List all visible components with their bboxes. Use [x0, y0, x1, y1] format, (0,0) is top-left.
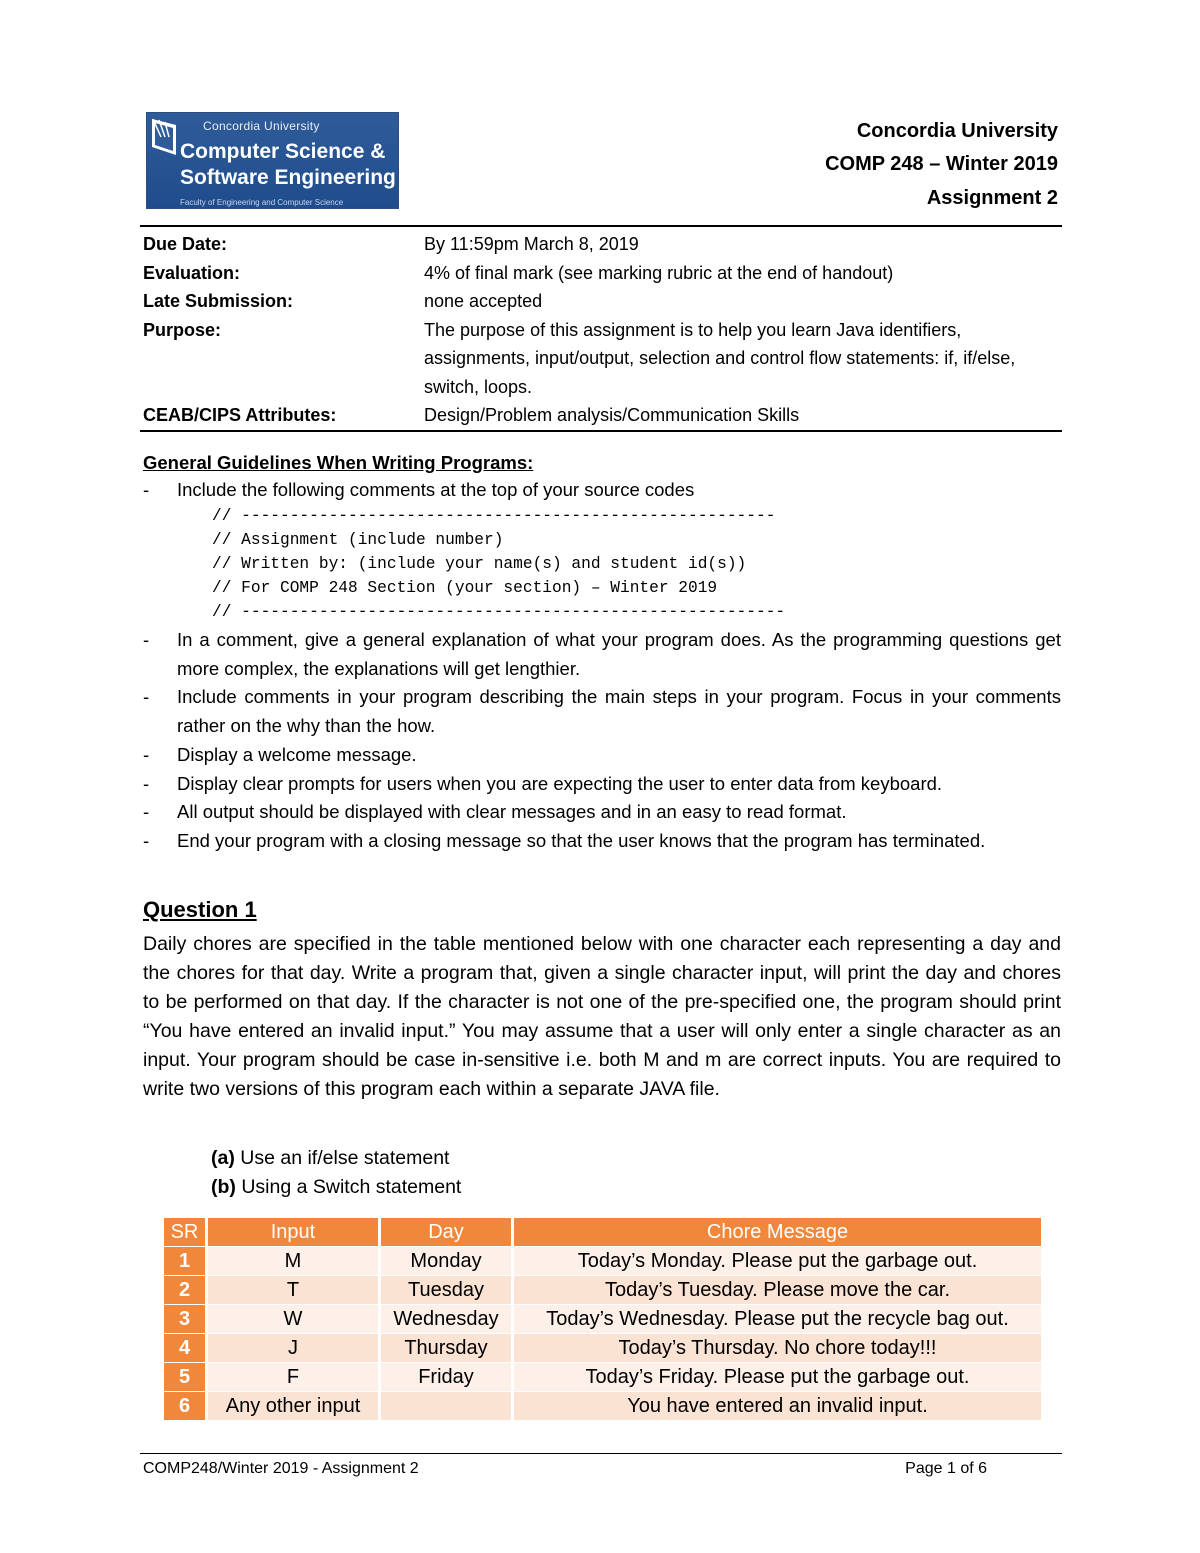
logo-line-2: Software Engineering — [180, 166, 396, 189]
table-cell-chore: Today’s Friday. Please put the garbage out. — [514, 1363, 1041, 1391]
table-cell-day: Thursday — [381, 1334, 511, 1362]
table-cell-input: W — [208, 1305, 378, 1333]
comment-template-code — [212, 504, 785, 624]
question-text: Daily chores are specified in the table mentioned below with one character each representing a day and the chores for that day. Write a program that, given a single character input, will print the day and chores to be performed on that day. If the character is not one of the pre-specified one, the program should print “You have entered an invalid input.” You may assume that a user will only enter a single character as an input. Your program should be case in-sensitive i.e. both M and m are correct inputs. You are required to write two versions of this program each within a separate JAVA file. — [143, 933, 1061, 1100]
table-cell-sr: 2 — [164, 1276, 205, 1304]
table-cell-day: Friday — [381, 1363, 511, 1391]
question-title: Question 1 — [143, 897, 257, 922]
table-row — [164, 1392, 1041, 1420]
info-label: Evaluation: — [143, 262, 241, 283]
code-line: // -------------------------------------------------------- — [212, 603, 786, 621]
footer-page-number: Page 1 of 6 — [905, 1460, 987, 1477]
logo-emblem-icon — [151, 117, 177, 157]
table-cell-day: Monday — [381, 1247, 511, 1275]
list-dash: - — [143, 686, 150, 708]
guidelines-title: General Guidelines When Writing Programs: — [143, 452, 534, 473]
info-row-late — [143, 287, 1061, 316]
table-cell-input: J — [208, 1334, 378, 1362]
column-header-day: Day — [381, 1218, 511, 1246]
info-row-ceab — [143, 401, 1061, 430]
table-row — [164, 1247, 1041, 1275]
list-item-text: Display clear prompts for users when you are expecting the user to enter data from keyboard. — [177, 772, 943, 794]
table-cell-day — [381, 1392, 511, 1420]
table-cell-chore: Today’s Thursday. No chore today!!! — [514, 1334, 1041, 1362]
info-divider — [140, 430, 1062, 432]
info-label: CEAB/CIPS Attributes: — [143, 405, 337, 425]
list-item-text: In a comment, give a general explanation of what your program does. As the programming questions get more complex, the explanations will get lengthier. — [177, 629, 1061, 679]
list-dash: - — [143, 629, 150, 650]
info-value: The purpose of this assignment is to help you learn Java identifiers, assignments, input/output, selection and control flow statements: if, if/else, switch, loops. — [424, 319, 1016, 397]
question-options — [211, 1144, 461, 1202]
list-item — [143, 741, 1061, 770]
option-label: (b) — [211, 1176, 236, 1198]
column-header-chore: Chore Message — [514, 1218, 1041, 1246]
header-university: Concordia University — [856, 120, 1058, 142]
table-cell-input: T — [208, 1276, 378, 1304]
table-cell-chore: You have entered an invalid input. — [514, 1392, 1041, 1420]
code-line: // For COMP 248 Section (your section) – Winter 2019 — [212, 579, 718, 597]
list-item-text: Include the following comments at the top of your source codes — [177, 479, 695, 500]
table-cell-input: F — [208, 1363, 378, 1391]
code-line: // Written by: (include your name(s) and student id(s)) — [212, 555, 747, 573]
info-label: Late Submission: — [143, 291, 294, 311]
logo-line-1: Computer Science & — [180, 140, 386, 163]
table-cell-day: Wednesday — [381, 1305, 511, 1333]
table-cell-sr: 4 — [164, 1334, 205, 1362]
column-header-input: Input — [208, 1218, 378, 1246]
list-item-text: Display a welcome message. — [177, 743, 417, 765]
list-item — [143, 770, 1061, 799]
guidelines-list-top — [143, 476, 1061, 505]
table-row — [164, 1305, 1041, 1333]
logo-faculty-text: Faculty of Engineering and Computer Science — [180, 198, 344, 207]
list-item — [143, 798, 1061, 827]
info-row-due — [143, 230, 1061, 259]
list-item — [143, 827, 1061, 856]
header-divider — [140, 225, 1062, 227]
list-dash: - — [143, 479, 150, 500]
list-item-text: Include comments in your program describing the main steps in your program. Focus in your comments rather on the why than the how. — [177, 686, 1061, 737]
list-dash: - — [143, 743, 150, 765]
list-dash: - — [143, 801, 150, 823]
table-cell-input: M — [208, 1247, 378, 1275]
list-dash: - — [143, 829, 150, 851]
option-a — [211, 1144, 461, 1173]
table-cell-day: Tuesday — [381, 1276, 511, 1304]
info-label: Purpose: — [143, 319, 222, 340]
chores-table — [161, 1217, 1044, 1421]
info-row-purpose — [143, 316, 1061, 402]
university-logo — [146, 112, 399, 209]
info-value: Design/Problem analysis/Communication Skills — [424, 405, 800, 425]
table-cell-sr: 5 — [164, 1363, 205, 1391]
list-item — [143, 626, 1061, 683]
list-item-text: All output should be displayed with clear messages and in an easy to read format. — [177, 801, 847, 823]
info-label: Due Date: — [143, 234, 228, 254]
column-header-sr: SR — [164, 1218, 205, 1246]
code-line: // Assignment (include number) — [212, 531, 504, 549]
footer-divider — [140, 1453, 1062, 1454]
list-dash: - — [143, 772, 150, 794]
table-header-row — [164, 1218, 1041, 1246]
logo-university-text: Concordia University — [203, 119, 320, 133]
table-cell-chore: Today’s Tuesday. Please move the car. — [514, 1276, 1041, 1304]
list-item-text: End your program with a closing message so that the user knows that the program has terminated. — [177, 829, 986, 851]
option-text: Using a Switch statement — [241, 1176, 462, 1198]
header-course: COMP 248 – Winter 2019 — [825, 153, 1058, 175]
option-b — [211, 1173, 461, 1202]
table-cell-input: Any other input — [208, 1392, 378, 1420]
option-text: Use an if/else statement — [240, 1147, 450, 1169]
header-assignment: Assignment 2 — [926, 187, 1058, 209]
list-item — [143, 476, 1061, 505]
guidelines-list — [143, 626, 1061, 856]
table-cell-chore: Today’s Monday. Please put the garbage out. — [514, 1247, 1041, 1275]
table-row — [164, 1276, 1041, 1304]
table-row — [164, 1363, 1041, 1391]
info-row-evaluation — [143, 259, 1061, 288]
option-label: (a) — [211, 1147, 235, 1169]
table-cell-sr: 3 — [164, 1305, 205, 1333]
table-row — [164, 1334, 1041, 1362]
table-cell-sr: 1 — [164, 1247, 205, 1275]
info-value: none accepted — [424, 291, 543, 311]
table-cell-sr: 6 — [164, 1392, 205, 1420]
info-value: 4% of final mark (see marking rubric at the end of handout) — [424, 262, 894, 283]
footer-course: COMP248/Winter 2019 - Assignment 2 — [143, 1460, 419, 1477]
list-item — [143, 683, 1061, 740]
info-value: By 11:59pm March 8, 2019 — [424, 234, 639, 254]
code-line: // ------------------------------------------------------- — [212, 507, 776, 525]
assignment-info — [143, 230, 1061, 430]
table-cell-chore: Today’s Wednesday. Please put the recycle bag out. — [514, 1305, 1041, 1333]
